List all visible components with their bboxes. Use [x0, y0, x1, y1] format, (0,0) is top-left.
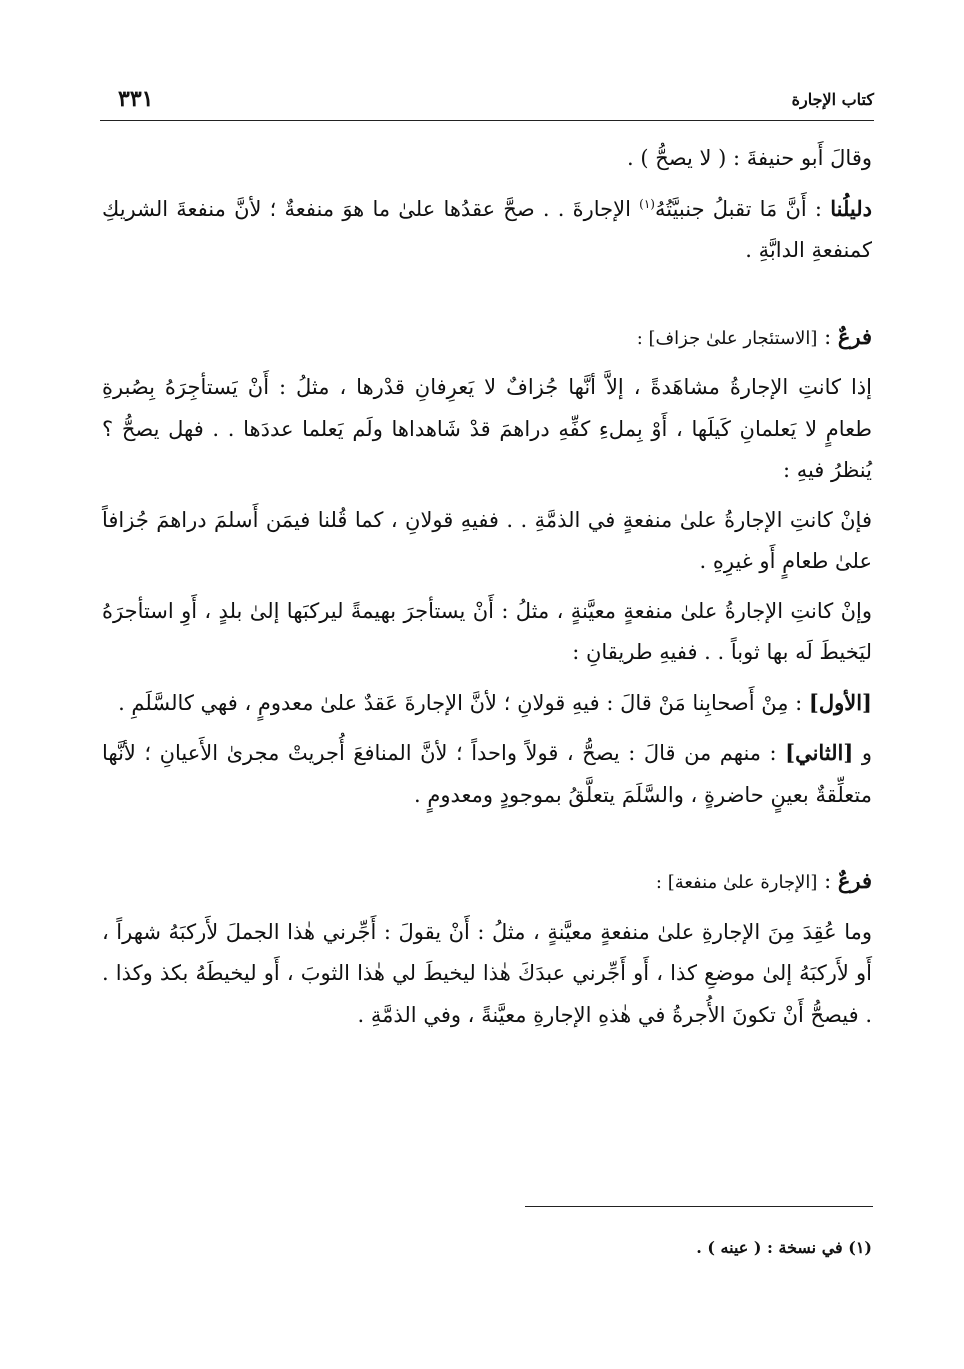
evidence-label: دليلُنا — [830, 195, 872, 221]
paragraph-text: : مِنْ أَصحابِنا مَنْ قالَ : فيهِ قولانِ ؛ لأنَّ الإجارةَ عَقدٌ علىٰ معدومٍ ، فهي كالسَّلَمِ . — [118, 690, 809, 715]
paragraph-text: إذا كانتِ الإجارةُ مشاهَدةً ، إلاَّ أنَّها جُزافٌ لا يَعرِفانِ قدْرها ، مثلُ : أَنْ يَستأجِرَهُ بِصُبرةِ طعامٍ لا يَعلمانِ كَيلَها ، أَوْ بِملءِ كفِّهِ دراهمَ قدْ شَاهداها ولَم يَعلما عددَها . . فهل يصحُّ ؟ يُنظرُ فيهِ : — [102, 375, 872, 482]
paragraph-abu-hanifa — [102, 138, 872, 180]
paragraph-text: و — [853, 741, 872, 765]
main-text — [102, 138, 872, 1044]
paragraph-text: وقالَ أَبو حنيفةَ : ( لا يصحُّ ) . — [626, 146, 872, 170]
far-title: [الاستئجار علىٰ جزاف] : — [636, 327, 818, 349]
far-label: فرعٌ — [837, 868, 872, 893]
footnote-reference[interactable]: (١) — [639, 196, 655, 211]
heading-separator: : — [817, 869, 838, 893]
far-title: [الإجارة علىٰ منفعة] : — [655, 872, 818, 893]
footnote-divider — [525, 1206, 873, 1207]
page-number: ٣٣١ — [118, 86, 154, 112]
section-heading-far-1 — [102, 316, 872, 360]
running-title: كتاب الإجارة — [791, 90, 874, 109]
paragraph-second-way — [102, 732, 872, 816]
paragraph-text: : أَنَّ مَا تقبلُ جنبيَّتُهُ — [654, 196, 831, 221]
paragraph-text: الإجارةَ . . صحَّ عقدُها علىٰ ما هوَ منفعةٌ ؛ لأنَّ منفعةَ الشريكِ كمنفعةِ الدابَّةِ . — [102, 196, 872, 262]
paragraph-juzaf — [102, 367, 872, 492]
far-label: فرعٌ — [837, 323, 872, 349]
second-way-label: [الثاني] — [785, 740, 854, 765]
paragraph-dhimma — [102, 500, 872, 583]
paragraph-text: : منهم من قالَ : يصحُّ ، قولاً واحداً ؛ لأنَّ المنافعَ أُجريتْ مجرىٰ الأَعيانِ ؛ لأنَّها متعلِّقةٌ بعينٍ حاضرةٍ ، والسَّلَمَ يتعلَّقُ بموجودٍ ومعدومٍ . — [102, 741, 872, 807]
first-way-label: [الأول] — [808, 689, 872, 715]
section-heading-far-2 — [102, 860, 872, 904]
footnote: (١) في نسخة : ( عينه ) . — [696, 1238, 872, 1257]
paragraph-text: وما عُقِدَ مِنَ الإجارةِ علىٰ منفعةٍ معيَّنةٍ ، مثلُ : أَنْ يقولَ : أَجِّرني هٰذا الجملَ لأَركبَهُ شهراً ، أَو لأَركبَهُ إلىٰ موضعِ كذا ، أَو أَجِّرني عبدَكَ هٰذا ليخيطَ لي هٰذا الثوبَ ، أَو ليخيطَهُ بكذ وكذا . . فيصحُّ أَنْ تكونَ الأُجرةُ في هٰذهِ الإجارةِ معيَّنةً ، وفي الذمَّةِ . — [102, 919, 872, 1027]
page-header — [100, 86, 874, 121]
paragraph-manfaa — [102, 912, 872, 1037]
paragraph-muayyana — [102, 591, 872, 674]
paragraph-first-way — [102, 682, 872, 725]
paragraph-text: فإنْ كانتِ الإجارةُ علىٰ منفعةٍ في الذمَّةِ . . ففيهِ قولانِ ، كما قُلنا فيمَن أَسلمَ دراهمَ جُزافاً علىٰ طعامٍ أَو غيرِهِ . — [102, 507, 872, 573]
paragraph-evidence — [102, 188, 872, 272]
paragraph-text: وإنْ كانتِ الإجارةُ علىٰ منفعةٍ معيَّنةٍ ، مثلُ : أَنْ يستأجرَ بهيمةً ليركبَها إلىٰ بلدٍ ، أَوِ استأجرَهُ ليَخيطَ لَه بها ثوباً . . ففيهِ طريقانِ : — [102, 598, 872, 664]
heading-separator: : — [817, 324, 838, 349]
